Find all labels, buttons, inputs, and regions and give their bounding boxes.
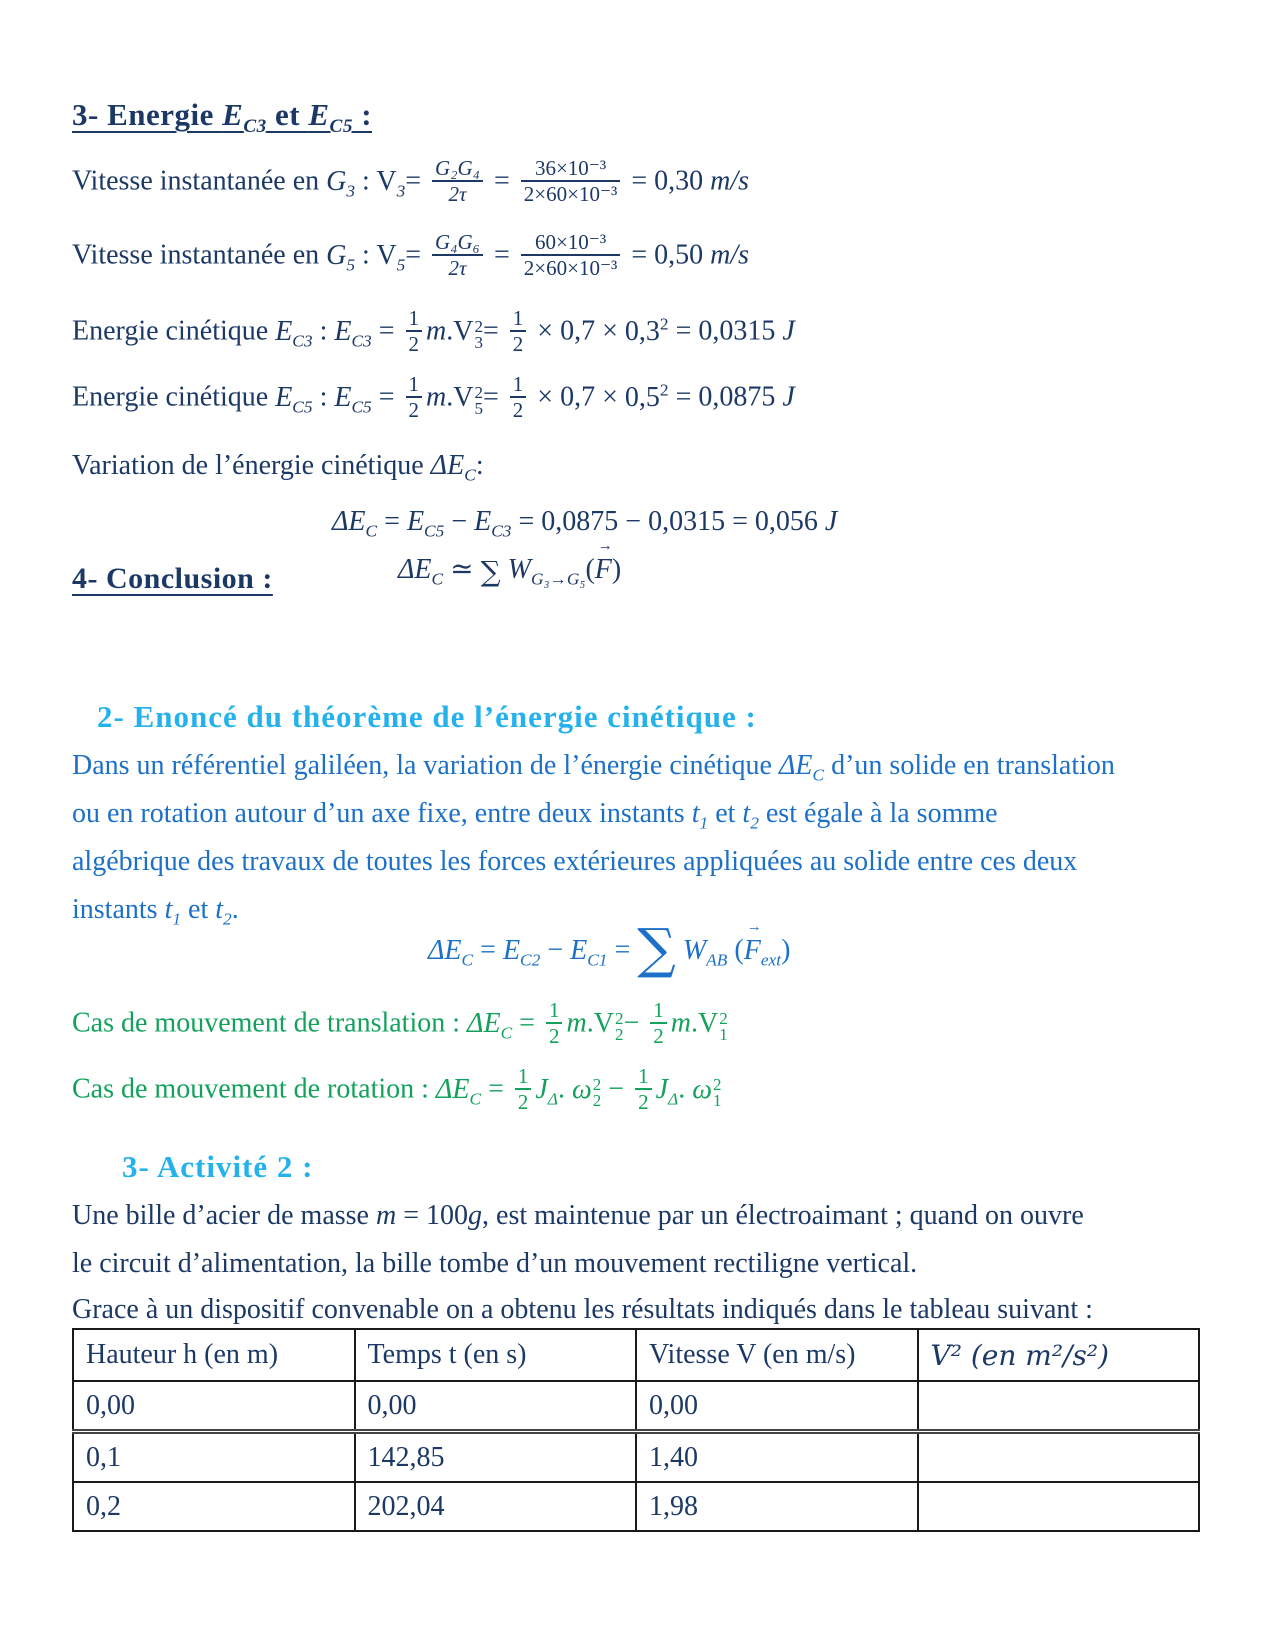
formula-vitesse-g3: Vitesse instantanée en $G_3$ : $V_3=$ $\frac{\text{G₂G₄}}{2\tau}$ = $\frac{\text{36×10⁻³}}{\text{2×60×10⁻³}}$ = 0,30 m/s [72, 156, 750, 207]
formula-vitesse-g5: Vitesse instantanée en $G_5$ : $V_5=$ $\frac{\text{G₄G₆}}{2\tau}$ = $\frac{\text{60×10⁻³}}{\text{2×60×10⁻³}}$ = 0,50 m/s [72, 230, 750, 281]
paragraph-enonce-line3: algébrique des travaux de toutes les forces extérieures appliquées au solide entre ces deux [72, 846, 1078, 877]
table-cell: 0,1 [73, 1432, 355, 1483]
heading-enonce-theoreme: 2- Enoncé du théorème de l’énergie cinétique : [97, 699, 757, 734]
table-cell: 1,40 [636, 1432, 918, 1483]
formula-conclusion: $\Delta E_C$ ≃ ∑ $W_{G_3\to G_5}$( → F) [398, 538, 622, 589]
formula-theoreme: $\Delta E_C = E_{C2} - E_{C1}$ = ∑ $W_{AB}$ ( → $F_{ext}$) [428, 917, 791, 980]
table-cell: 142,85 [355, 1432, 637, 1483]
table-header-cell: V² (en m²/s²) [918, 1329, 1200, 1381]
formula-delta-ec: $\Delta E_C = E_{C5} - E_{C3} = 0,0875 - 0,0315 = 0,056$ J [332, 506, 838, 541]
formula-energie-ec5: Energie cinétique $E_{C5}$ : $E_{C5}$ = $\frac{1}{2}$ m.V 2 5 = $\frac{1}{2}$ × $0,7 \times 0,5^2 = 0,0875$ J [72, 372, 795, 423]
paragraph-enonce-line1: Dans un référentiel galiléen, la variation de l’énergie cinétique $\Delta E_C$ d’un solide en translation [72, 750, 1115, 785]
table-cell: 0,00 [636, 1381, 918, 1432]
heading-activite-2: 3- Activité 2 : [122, 1149, 314, 1184]
paragraph-bille-line1: Une bille d’acier de masse m = 100g, est maintenue par un électroaimant ; quand on ouvre [72, 1200, 1084, 1231]
paragraph-bille-line2: le circuit d’alimentation, la bille tombe d’un mouvement rectiligne vertical. [72, 1248, 918, 1279]
table-header-cell: Vitesse V (en m/s) [636, 1329, 918, 1381]
paragraph-enonce-line2: ou en rotation autour d’un axe fixe, entre deux instants $t_1$ et $t_2$ est égale à la somme [72, 798, 998, 833]
table-header-row [73, 1329, 1199, 1381]
paragraph-enonce-line4: instants $t_1$ et $t_2$. [72, 894, 239, 929]
table-cell [918, 1482, 1200, 1531]
table-cell [918, 1381, 1200, 1432]
text-variation-ec: Variation de l’énergie cinétique $\Delta E_C$: [72, 450, 484, 485]
formula-translation: Cas de mouvement de translation : $\Delta E_C$ = $\frac{1}{2}$ m.V 2 2 − $\frac{1}{2}$ m.V 2 1 [72, 998, 728, 1049]
table-row [73, 1381, 1199, 1432]
table-cell: 1,98 [636, 1482, 918, 1531]
table-cell: 0,00 [73, 1381, 355, 1432]
table-cell: 202,04 [355, 1482, 637, 1531]
table-cell: 0,2 [73, 1482, 355, 1531]
formula-rotation: Cas de mouvement de rotation : $\Delta E_C$ = $\frac{1}{2}$ $J_\Delta$. ω 2 2 − $\frac{1}{2}$ $J_\Delta$. ω 2 1 [72, 1064, 722, 1115]
paragraph-tableau-intro: Grace à un dispositif convenable on a obtenu les résultats indiqués dans le tableau suivant : [72, 1294, 1093, 1325]
table-row [73, 1432, 1199, 1483]
table-body [73, 1381, 1199, 1531]
table-row [73, 1482, 1199, 1531]
heading-energie: 3- Energie $E_{C3}$ et $E_{C5}$ : [72, 97, 373, 138]
heading-conclusion: 4- Conclusion : [72, 562, 273, 595]
table-cell: 0,00 [355, 1381, 637, 1432]
formula-energie-ec3: Energie cinétique $E_{C3}$ : $E_{C3}$ = $\frac{1}{2}$ m.V 2 3 = $\frac{1}{2}$ × $0,7 \times 0,3^2 = 0,0315$ J [72, 306, 795, 357]
table-cell [918, 1432, 1200, 1483]
table-header-cell: Temps t (en s) [355, 1329, 637, 1381]
table-header-cell: Hauteur h (en m) [73, 1329, 355, 1381]
data-table [72, 1328, 1200, 1532]
